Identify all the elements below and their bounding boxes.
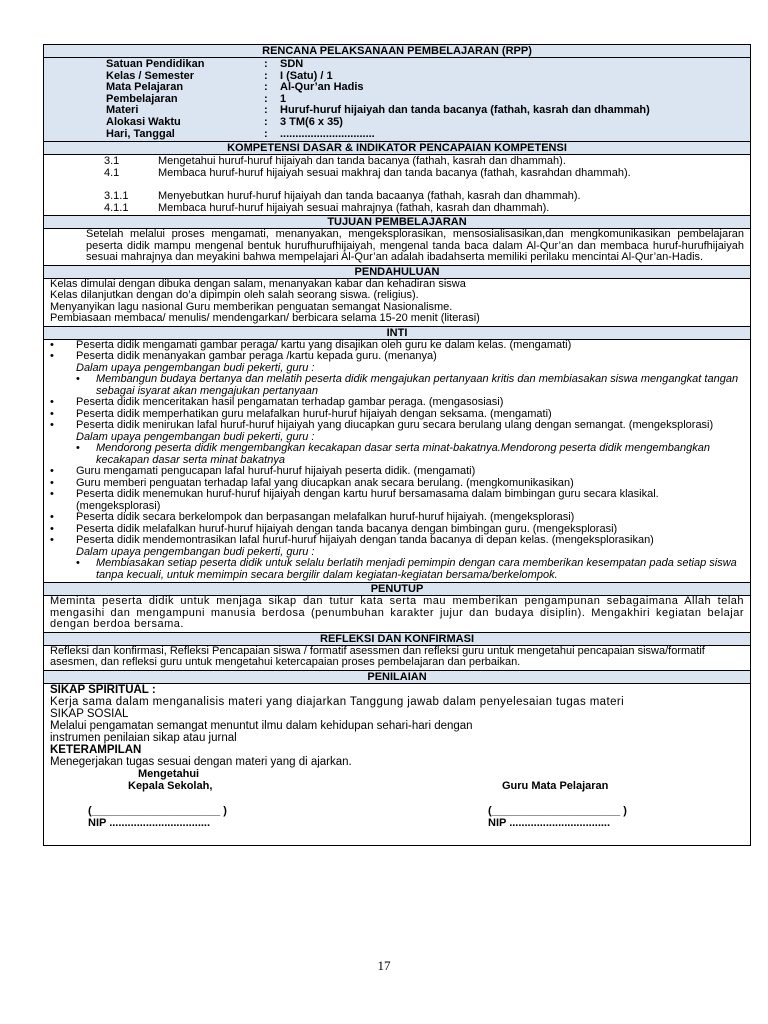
identity-row bbox=[44, 117, 750, 129]
identity-value: Al-Qur’an Hadis bbox=[280, 81, 364, 94]
bullet-icon: • bbox=[50, 522, 54, 535]
identity-label: Mata Pelajaran bbox=[106, 81, 184, 94]
identity-block bbox=[44, 58, 750, 142]
pendahuluan-line: Menyanyikan lagu nasional Guru memberikan penguatan semangat Nasionalisme. bbox=[50, 300, 453, 313]
identity-label: Hari, Tanggal bbox=[106, 127, 175, 140]
inti-item-text: Membiasakan setiap peserta didik untuk selalu berlatih menjadi pemimpin dengan cara memberikan kesempatan pada setiap siswa tanpa kecuali, untuk memimpin secara bergilir dalam kegiatan-kegiatan bersama/berkelompok. bbox=[96, 557, 737, 581]
signature-area bbox=[50, 768, 744, 844]
inti-item bbox=[50, 489, 744, 512]
sosial-heading: SIKAP SOSIAL bbox=[50, 707, 129, 720]
tujuan-text: Setelah melalui proses mengamati, menanyakan, mengeksplorasikan, mensosialisasikan,dan mengkomunikasikan pembelajaran peserta didik mampu mengenal bentuk hurufhurufhijaiyah, mengenal tanda baca dalam Al-Qur’an dan membaca huruf-hurufhijaiyah sesuai mahrajnya dan meyakini bahwa mempelajari Al-Qur’an adalah ibadahserta memiliki perilaku mencintai Al-Qur’an-Hadis. bbox=[44, 229, 750, 266]
inti-section bbox=[44, 340, 750, 584]
bullet-icon: • bbox=[50, 465, 54, 478]
identity-colon: : bbox=[264, 81, 268, 94]
signature-guru bbox=[488, 768, 688, 830]
identity-label: Satuan Pendidikan bbox=[106, 58, 205, 70]
inti-item-text: Peserta didik menceritakan hasil pengamatan terhadap gambar peraga. (mengasosiasi) bbox=[76, 396, 504, 409]
identity-colon: : bbox=[264, 104, 268, 117]
indikator-item bbox=[44, 191, 750, 203]
spiritual-heading: SIKAP SPIRITUAL : bbox=[50, 683, 156, 696]
mengetahui-label: Mengetahui bbox=[138, 767, 200, 780]
identity-colon: : bbox=[264, 92, 268, 105]
bullet-icon: • bbox=[76, 373, 80, 386]
kd-text: Membaca huruf-huruf hijaiyah sesuai makhraj dan tanda bacanya (fathah, kasrahdan dhammah). bbox=[158, 166, 631, 179]
inti-sub-item bbox=[50, 558, 744, 581]
identity-colon: : bbox=[264, 58, 268, 70]
inti-item-text: Peserta didik memperhatikan guru melafalkan huruf-huruf hijaiyah dengan seksama. (mengamati) bbox=[76, 407, 552, 420]
rpp-table bbox=[43, 44, 751, 846]
bullet-icon: • bbox=[76, 557, 80, 570]
inti-item-text: Guru memberi penguatan terhadap lafal yang diucapkan anak secara berulang. (mengkomunikasikan) bbox=[76, 476, 574, 489]
inti-item bbox=[50, 512, 744, 524]
inti-heading: INTI bbox=[44, 327, 750, 340]
inti-item bbox=[50, 420, 744, 432]
indikator-number: 3.1.1 bbox=[104, 190, 129, 203]
tujuan-heading: TUJUAN PEMBELAJARAN bbox=[44, 216, 750, 229]
inti-budi-pekerti-note: Dalam upaya pengembangan budi pekerti, guru : bbox=[76, 430, 315, 443]
keterampilan-heading: KETERAMPILAN bbox=[50, 743, 142, 756]
identity-colon: : bbox=[264, 127, 268, 140]
identity-label: Pembelajaran bbox=[106, 92, 178, 105]
inti-item bbox=[50, 535, 744, 547]
identity-label: Materi bbox=[106, 104, 139, 117]
identity-row bbox=[44, 59, 750, 71]
guru-label: Guru Mata Pelajaran bbox=[502, 780, 609, 793]
inti-item bbox=[50, 397, 744, 409]
identity-value: SDN bbox=[280, 58, 304, 70]
inti-item bbox=[50, 466, 744, 478]
keterampilan-text: Menegerjakan tugas sesuai dengan materi yang di ajarkan. bbox=[50, 755, 352, 768]
identity-value: ............................... bbox=[280, 127, 375, 140]
kd-item bbox=[44, 156, 750, 168]
bullet-icon: • bbox=[50, 419, 54, 432]
bullet-icon: • bbox=[50, 534, 54, 547]
inti-item-text: Guru mengamati pengucapan lafal huruf-huruf hijaiyah peserta didik. (mengamati) bbox=[76, 465, 476, 478]
identity-value: 3 TM(6 x 35) bbox=[280, 115, 343, 128]
bullet-icon: • bbox=[50, 338, 54, 351]
kd-number: 3.1 bbox=[104, 155, 120, 168]
nip-right: NIP ................................. bbox=[488, 817, 611, 830]
identity-colon: : bbox=[264, 69, 268, 82]
bullet-icon: • bbox=[50, 396, 54, 409]
bullet-icon: • bbox=[50, 407, 54, 420]
sosial-text-1: Melalui pengamatan semangat menuntut ilmu dalam kehidupan sehari-hari dengan bbox=[50, 719, 473, 732]
penilaian-section bbox=[44, 684, 750, 845]
kd-item bbox=[44, 168, 750, 180]
pendahuluan-line: Pembiasaan membaca/ menulis/ mendengarkan/ berbicara selama 15-20 menit (literasi) bbox=[50, 312, 480, 325]
identity-value: I (Satu) / 1 bbox=[280, 69, 333, 82]
identity-row bbox=[44, 129, 750, 141]
spiritual-text: Kerja sama dalam menganalisis materi yang diajarkan Tanggung jawab dalam penyelesaian tugas materi bbox=[50, 695, 625, 708]
inti-budi-pekerti-note: Dalam upaya pengembangan budi pekerti, guru : bbox=[76, 361, 315, 374]
inti-item-text: Peserta didik menemukan huruf-huruf hijaiyah dengan kartu huruf bersamasama dalam bimbingan guru secara klasikal. (mengeksplorasi) bbox=[76, 488, 659, 512]
kd-section bbox=[44, 155, 750, 216]
identity-label: Kelas / Semester bbox=[106, 69, 195, 82]
penilaian-heading: PENILAIAN bbox=[44, 671, 750, 684]
rpp-title: RENCANA PELAKSANAAN PEMBELAJARAN (RPP) bbox=[44, 45, 750, 58]
inti-item-text: Peserta didik menirukan lafal huruf-huruf hijaiyah yang diucapkan guru secara berulang ulang dengan semangat. (mengeksplorasi) bbox=[76, 419, 714, 432]
inti-sub-item bbox=[50, 443, 744, 466]
refleksi-heading: REFLEKSI DAN KONFIRMASI bbox=[44, 633, 750, 646]
kd-number: 4.1 bbox=[104, 166, 120, 179]
inti-item-text: Peserta didik secara berkelompok dan berpasangan melafalkan huruf-huruf hijaiyah. (mengeksplorasi) bbox=[76, 511, 575, 524]
indikator-text: Membaca huruf-huruf hijaiyah sesuai mahrajnya (fathah, kasrah dan dhammah). bbox=[158, 201, 550, 214]
indikator-item bbox=[44, 203, 750, 215]
pendahuluan-line: Kelas dimulai dengan dibuka dengan salam, menanyakan kabar dan kehadiran siswa bbox=[50, 277, 466, 290]
nip-left: NIP ................................. bbox=[88, 817, 211, 830]
kd-text: Mengetahui huruf-huruf hijaiyah dan tanda bacanya (fathah, kasrah dan dhammah). bbox=[158, 155, 566, 168]
bullet-icon: • bbox=[50, 511, 54, 524]
inti-item-text: Mendorong peserta didik mengembangkan kecakapan dasar serta minat-bakatnya.Mendorong peserta didik mengembangkan kecakapan dasar serta minat bakatnya bbox=[96, 442, 710, 466]
identity-colon: : bbox=[264, 115, 268, 128]
penutup-heading: PENUTUP bbox=[44, 583, 750, 596]
page-number: 17 bbox=[377, 958, 391, 973]
bullet-icon: • bbox=[50, 488, 54, 501]
inti-budi-pekerti-note: Dalam upaya pengembangan budi pekerti, guru : bbox=[76, 545, 315, 558]
inti-item-text: Membangun budaya bertanya dan melatih peserta didik mengajukan pertanyaan kritis dan membiasakan siswa mengangkat tangan sebagai isyarat akan mengajukan pertanyaan bbox=[96, 373, 739, 397]
identity-value: 1 bbox=[280, 92, 287, 105]
bullet-icon: • bbox=[50, 350, 54, 363]
inti-item-text: Peserta didik mendemontrasikan lafal huruf-huruf hijaiyah dengan tanda bacanya di depan kelas. (mengeksplorasikan) bbox=[76, 534, 654, 547]
refleksi-text: Refleksi dan konfirmasi, Refleksi Pencapaian siswa / formatif asessmen dan refleksi guru untuk mengetahui pencapaian siswa/formatif asesmen, dan refleksi guru untuk mengetahui ketercapaian proses pembelajaran dan perbaikan. bbox=[44, 646, 750, 671]
kd-heading: KOMPETENSI DASAR & INDIKATOR PENCAPAIAN KOMPETENSI bbox=[44, 142, 750, 155]
penutup-text: Meminta peserta didik untuk menjaga sikap dan tutur kata serta mau memberikan pengampunan sebagaimana Allah telah mengasihi dan mengampuni manusia berdosa (penumbuhan karakter jujur dan budaya disiplin). Mengakhiri kegiatan belajar dengan berdoa bersama. bbox=[44, 596, 750, 633]
identity-value: Huruf-huruf hijaiyah dan tanda bacanya (fathah, kasrah dan dhammah) bbox=[280, 104, 650, 117]
inti-item-text: Peserta didik menanyakan gambar peraga /kartu kepada guru. (menanya) bbox=[76, 350, 437, 363]
sosial-text-2: instrumen penilaian sikap atau jurnal bbox=[50, 731, 237, 744]
bullet-icon: • bbox=[76, 442, 80, 455]
signature-kepala-sekolah bbox=[88, 768, 288, 830]
identity-label: Alokasi Waktu bbox=[106, 115, 181, 128]
pendahuluan-section bbox=[44, 279, 750, 327]
kepala-sekolah-label: Kepala Sekolah, bbox=[128, 780, 213, 793]
inti-item bbox=[50, 351, 744, 363]
pendahuluan-heading: PENDAHULUAN bbox=[44, 266, 750, 279]
signature-blank-right: (_____________________ ) bbox=[488, 804, 627, 817]
signature-blank-left: (_____________________ ) bbox=[88, 804, 227, 817]
bullet-icon: • bbox=[50, 476, 54, 489]
indikator-text: Menyebutkan huruf-huruf hijaiyah dan tanda bacaanya (fathah, kasrah dan dhammah). bbox=[158, 190, 581, 203]
inti-item-text: Peserta didik melafalkan huruf-huruf hijaiyah dengan tanda bacanya dengan bimbingan guru. (mengeksplorasi) bbox=[76, 522, 618, 535]
inti-item-text: Peserta didik mengamati gambar peraga/ kartu yang disajikan oleh guru ke dalam kelas. (mengamati) bbox=[76, 338, 572, 351]
indikator-number: 4.1.1 bbox=[104, 201, 129, 214]
pendahuluan-line: Kelas dilanjutkan dengan do’a dipimpin oleh salah seorang siswa. (religius). bbox=[50, 289, 419, 302]
inti-sub-item bbox=[50, 374, 744, 397]
